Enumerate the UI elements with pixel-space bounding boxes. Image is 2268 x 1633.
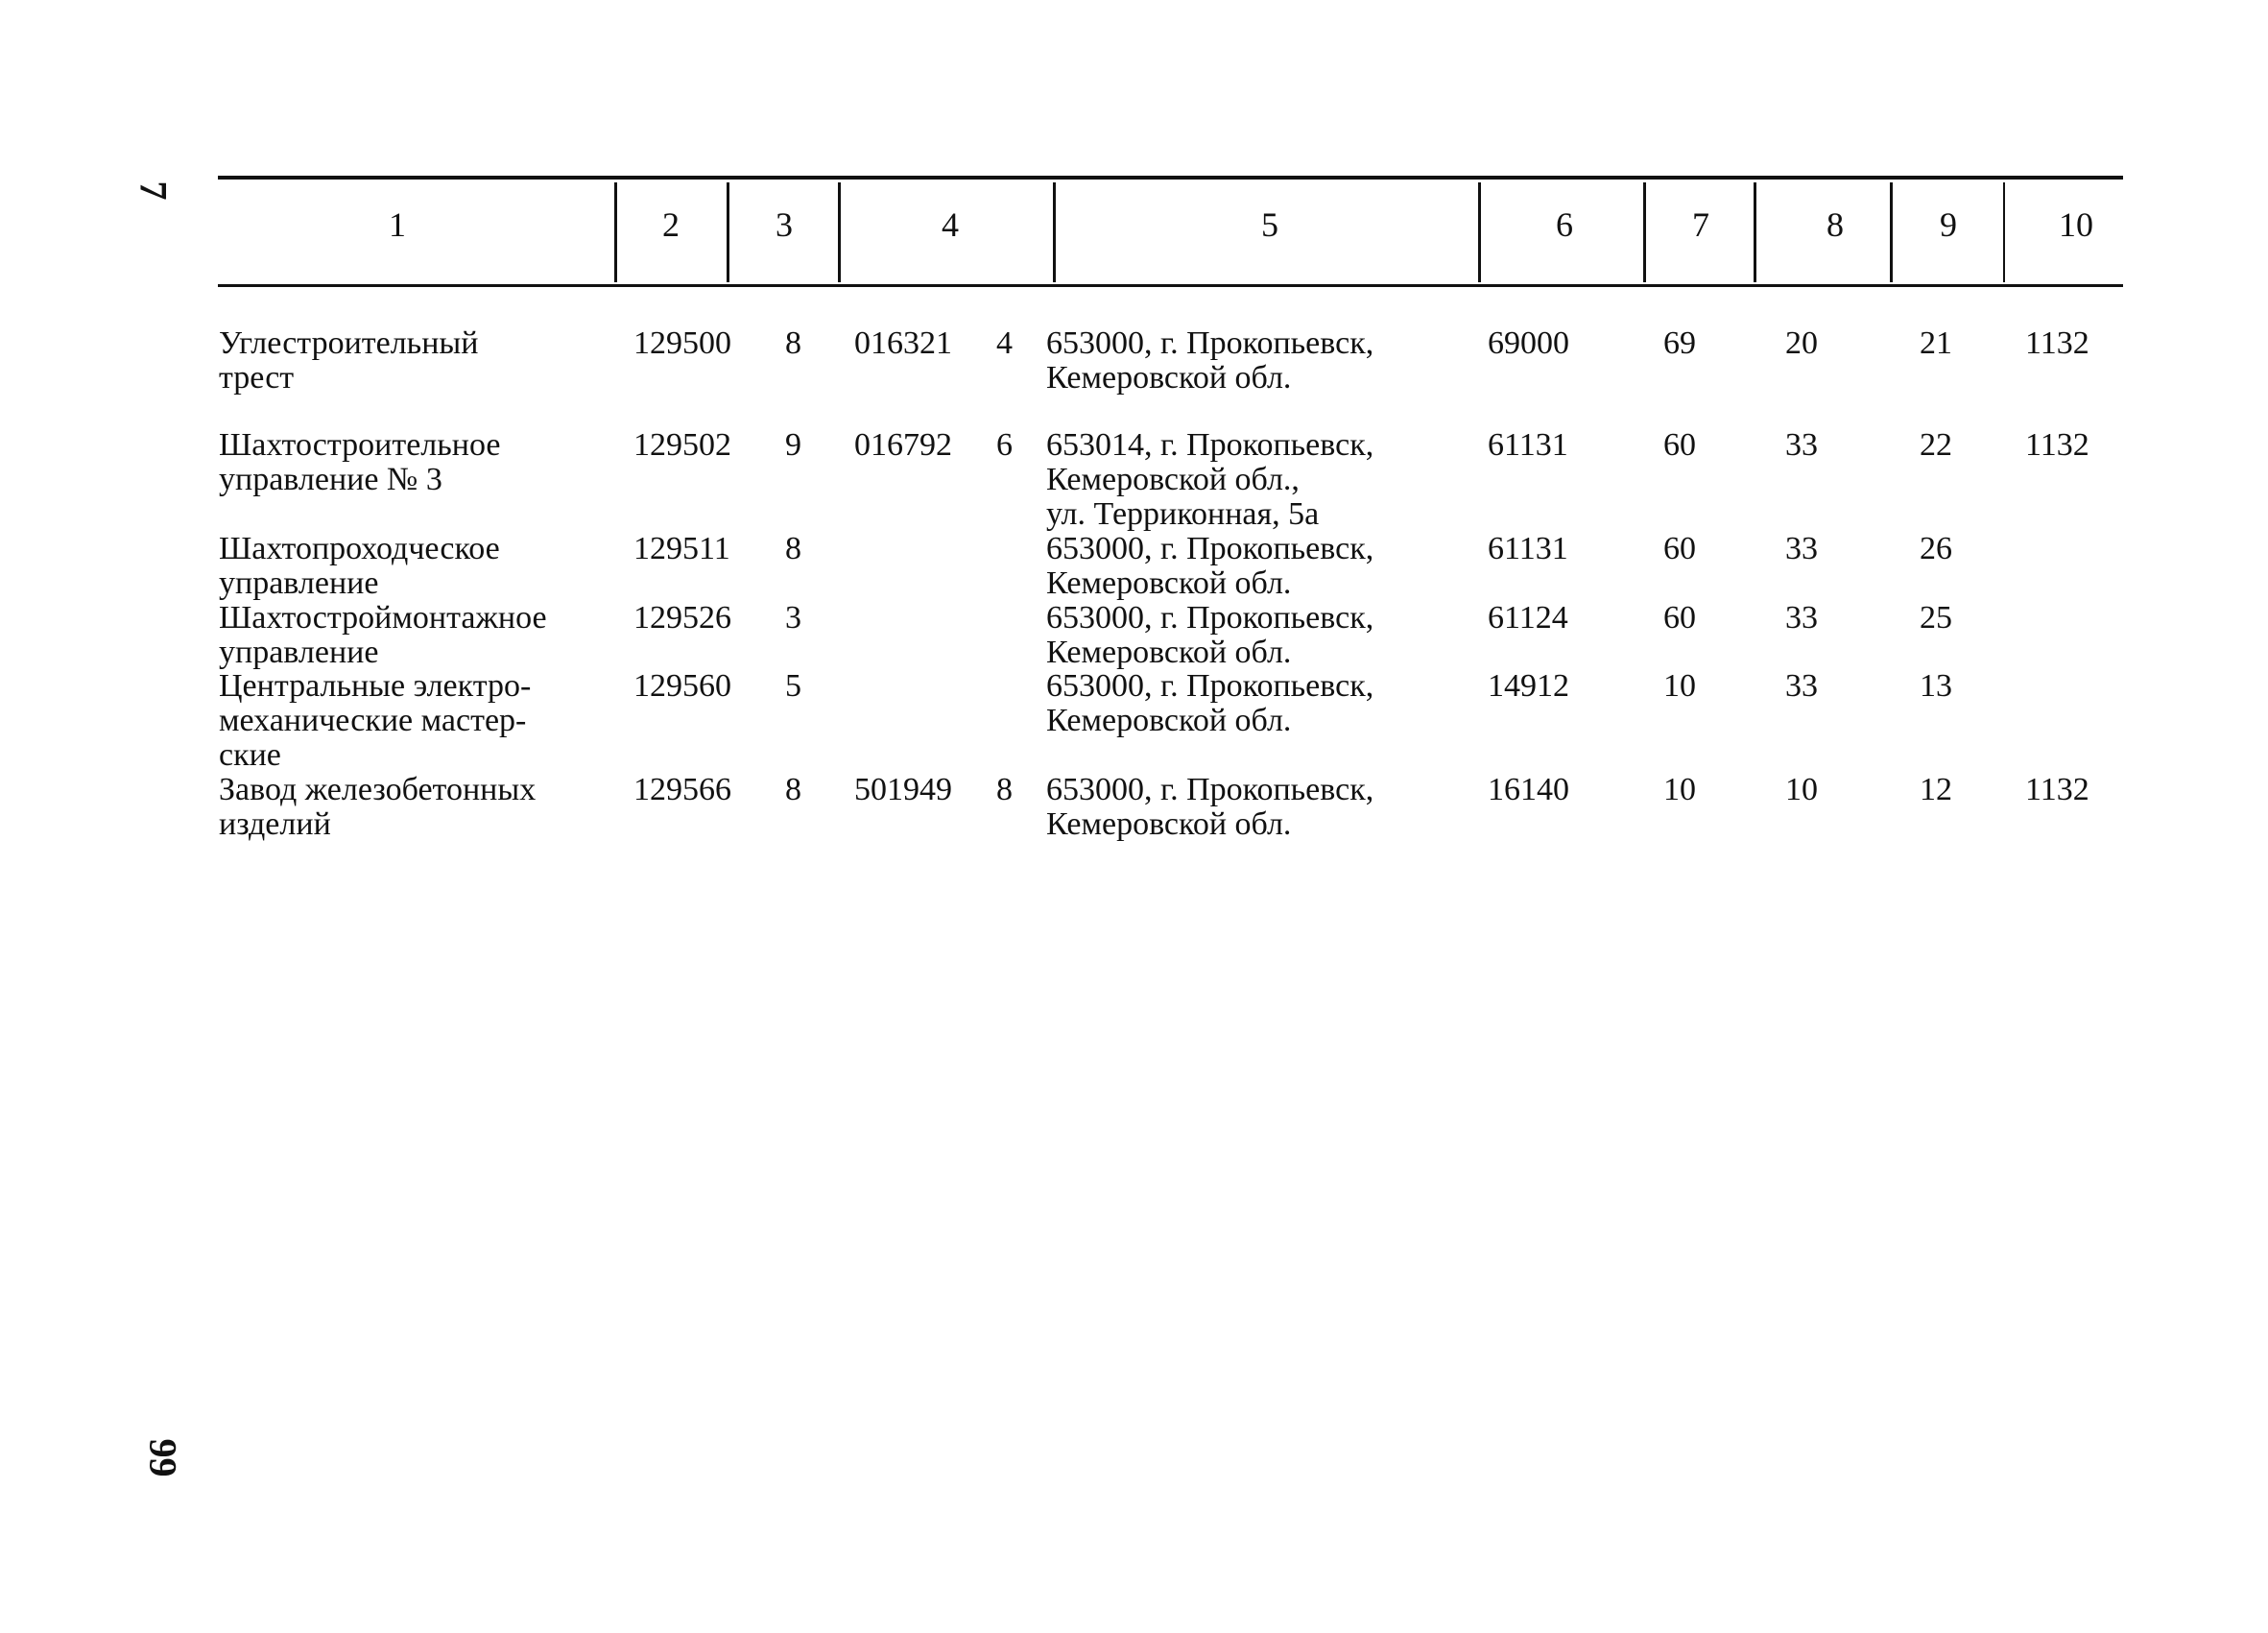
cell-c4b: 6 bbox=[996, 427, 1013, 463]
cell-c2: 129560 bbox=[633, 668, 731, 704]
organization-name-line: управление bbox=[219, 635, 379, 670]
address bbox=[1046, 428, 1373, 532]
cell-c6: 61131 bbox=[1488, 427, 1568, 463]
address bbox=[1046, 773, 1373, 842]
cell-c4: 016321 bbox=[854, 325, 952, 361]
header-col-3: 3 bbox=[776, 205, 793, 244]
cell-c6: 69000 bbox=[1488, 325, 1569, 361]
cell-c3: 5 bbox=[785, 668, 801, 704]
column-divider bbox=[1478, 182, 1481, 282]
cell-c2: 129566 bbox=[633, 772, 731, 807]
cell-c7: 10 bbox=[1663, 772, 1696, 807]
cell-c9: 25 bbox=[1920, 600, 1952, 636]
cell-c2: 129502 bbox=[633, 427, 731, 463]
address-line: 653000, г. Прокопьевск, bbox=[1046, 531, 1374, 566]
header-col-4: 4 bbox=[942, 205, 959, 244]
header-col-5: 5 bbox=[1261, 205, 1278, 244]
address-line: Кемеровской обл. bbox=[1046, 703, 1292, 738]
column-divider bbox=[1643, 182, 1646, 282]
cell-c4: 501949 bbox=[854, 772, 952, 807]
cell-c8: 33 bbox=[1785, 668, 1818, 704]
cell-c7: 60 bbox=[1663, 427, 1696, 463]
cell-c8: 20 bbox=[1785, 325, 1818, 361]
cell-c7: 60 bbox=[1663, 531, 1696, 566]
table-top-rule bbox=[218, 176, 2123, 180]
address-line: 653014, г. Прокопьевск, bbox=[1046, 427, 1374, 463]
header-col-9: 9 bbox=[1940, 205, 1957, 244]
organization-name bbox=[219, 532, 500, 601]
header-col-8: 8 bbox=[1826, 205, 1844, 244]
cell-c9: 12 bbox=[1920, 772, 1952, 807]
cell-c8: 10 bbox=[1785, 772, 1818, 807]
cell-c3: 8 bbox=[785, 325, 801, 361]
header-col-10: 10 bbox=[2059, 205, 2093, 244]
cell-c4b: 8 bbox=[996, 772, 1013, 807]
column-divider bbox=[614, 182, 617, 282]
organization-name-line: управление № 3 bbox=[219, 462, 442, 497]
address bbox=[1046, 326, 1373, 396]
organization-name bbox=[219, 601, 547, 670]
address-line: Кемеровской обл. bbox=[1046, 806, 1292, 842]
header-col-6: 6 bbox=[1556, 205, 1573, 244]
cell-c9: 13 bbox=[1920, 668, 1952, 704]
table-header-rule bbox=[218, 284, 2123, 287]
cell-c9: 26 bbox=[1920, 531, 1952, 566]
column-divider bbox=[838, 182, 841, 282]
organization-name-line: механические мастер- bbox=[219, 703, 527, 738]
address bbox=[1046, 669, 1373, 738]
address-line: 653000, г. Прокопьевск, bbox=[1046, 668, 1374, 704]
cell-c3: 8 bbox=[785, 531, 801, 566]
cell-c7: 60 bbox=[1663, 600, 1696, 636]
column-divider bbox=[727, 182, 729, 282]
cell-c2: 129511 bbox=[633, 531, 730, 566]
column-divider bbox=[1053, 182, 1056, 282]
cell-c3: 9 bbox=[785, 427, 801, 463]
address-line: 653000, г. Прокопьевск, bbox=[1046, 600, 1374, 636]
organization-name-line: ские bbox=[219, 737, 281, 773]
cell-c10: 1132 bbox=[2025, 325, 2089, 361]
cell-c4b: 4 bbox=[996, 325, 1013, 361]
cell-c3: 8 bbox=[785, 772, 801, 807]
address-line: Кемеровской обл., bbox=[1046, 462, 1300, 497]
cell-c7: 69 bbox=[1663, 325, 1696, 361]
cell-c6: 14912 bbox=[1488, 668, 1569, 704]
organization-name-line: изделий bbox=[219, 806, 331, 842]
organization-name bbox=[219, 773, 536, 842]
cell-c10: 1132 bbox=[2025, 772, 2089, 807]
header-col-7: 7 bbox=[1692, 205, 1709, 244]
cell-c7: 10 bbox=[1663, 668, 1696, 704]
organization-name bbox=[219, 669, 531, 773]
column-divider bbox=[2003, 182, 2005, 282]
cell-c8: 33 bbox=[1785, 600, 1818, 636]
organization-name-line: Углестроительный bbox=[219, 325, 479, 361]
organization-name-line: управление bbox=[219, 565, 379, 601]
address-line: Кемеровской обл. bbox=[1046, 635, 1292, 670]
organization-name-line: Шахтостроительное bbox=[219, 427, 501, 463]
cell-c9: 21 bbox=[1920, 325, 1952, 361]
cell-c9: 22 bbox=[1920, 427, 1952, 463]
organization-name bbox=[219, 326, 478, 396]
cell-c6: 61131 bbox=[1488, 531, 1568, 566]
address bbox=[1046, 532, 1373, 601]
cell-c2: 129500 bbox=[633, 325, 731, 361]
organization-name-line: Завод железобетонных bbox=[219, 772, 537, 807]
address-line: 653000, г. Прокопьевск, bbox=[1046, 772, 1374, 807]
header-col-1: 1 bbox=[389, 205, 406, 244]
address-line: ул. Терриконная, 5а bbox=[1046, 496, 1320, 532]
organization-name-line: трест bbox=[219, 360, 295, 396]
address bbox=[1046, 601, 1373, 670]
organization-name-line: Шахтопроходческое bbox=[219, 531, 500, 566]
address-line: Кемеровской обл. bbox=[1046, 565, 1292, 601]
organization-name-line: Шахтостроймонтажное bbox=[219, 600, 547, 636]
organization-name-line: Центральные электро- bbox=[219, 668, 532, 704]
cell-c10: 1132 bbox=[2025, 427, 2089, 463]
header-col-2: 2 bbox=[662, 205, 680, 244]
column-divider bbox=[1754, 182, 1756, 282]
side-page-marker: 7 bbox=[131, 180, 176, 201]
column-divider bbox=[1890, 182, 1893, 282]
page-number: 99 bbox=[141, 1438, 185, 1477]
cell-c8: 33 bbox=[1785, 427, 1818, 463]
cell-c2: 129526 bbox=[633, 600, 731, 636]
organization-name bbox=[219, 428, 500, 497]
cell-c3: 3 bbox=[785, 600, 801, 636]
address-line: 653000, г. Прокопьевск, bbox=[1046, 325, 1374, 361]
cell-c6: 16140 bbox=[1488, 772, 1569, 807]
cell-c4: 016792 bbox=[854, 427, 952, 463]
cell-c8: 33 bbox=[1785, 531, 1818, 566]
cell-c6: 61124 bbox=[1488, 600, 1568, 636]
address-line: Кемеровской обл. bbox=[1046, 360, 1292, 396]
